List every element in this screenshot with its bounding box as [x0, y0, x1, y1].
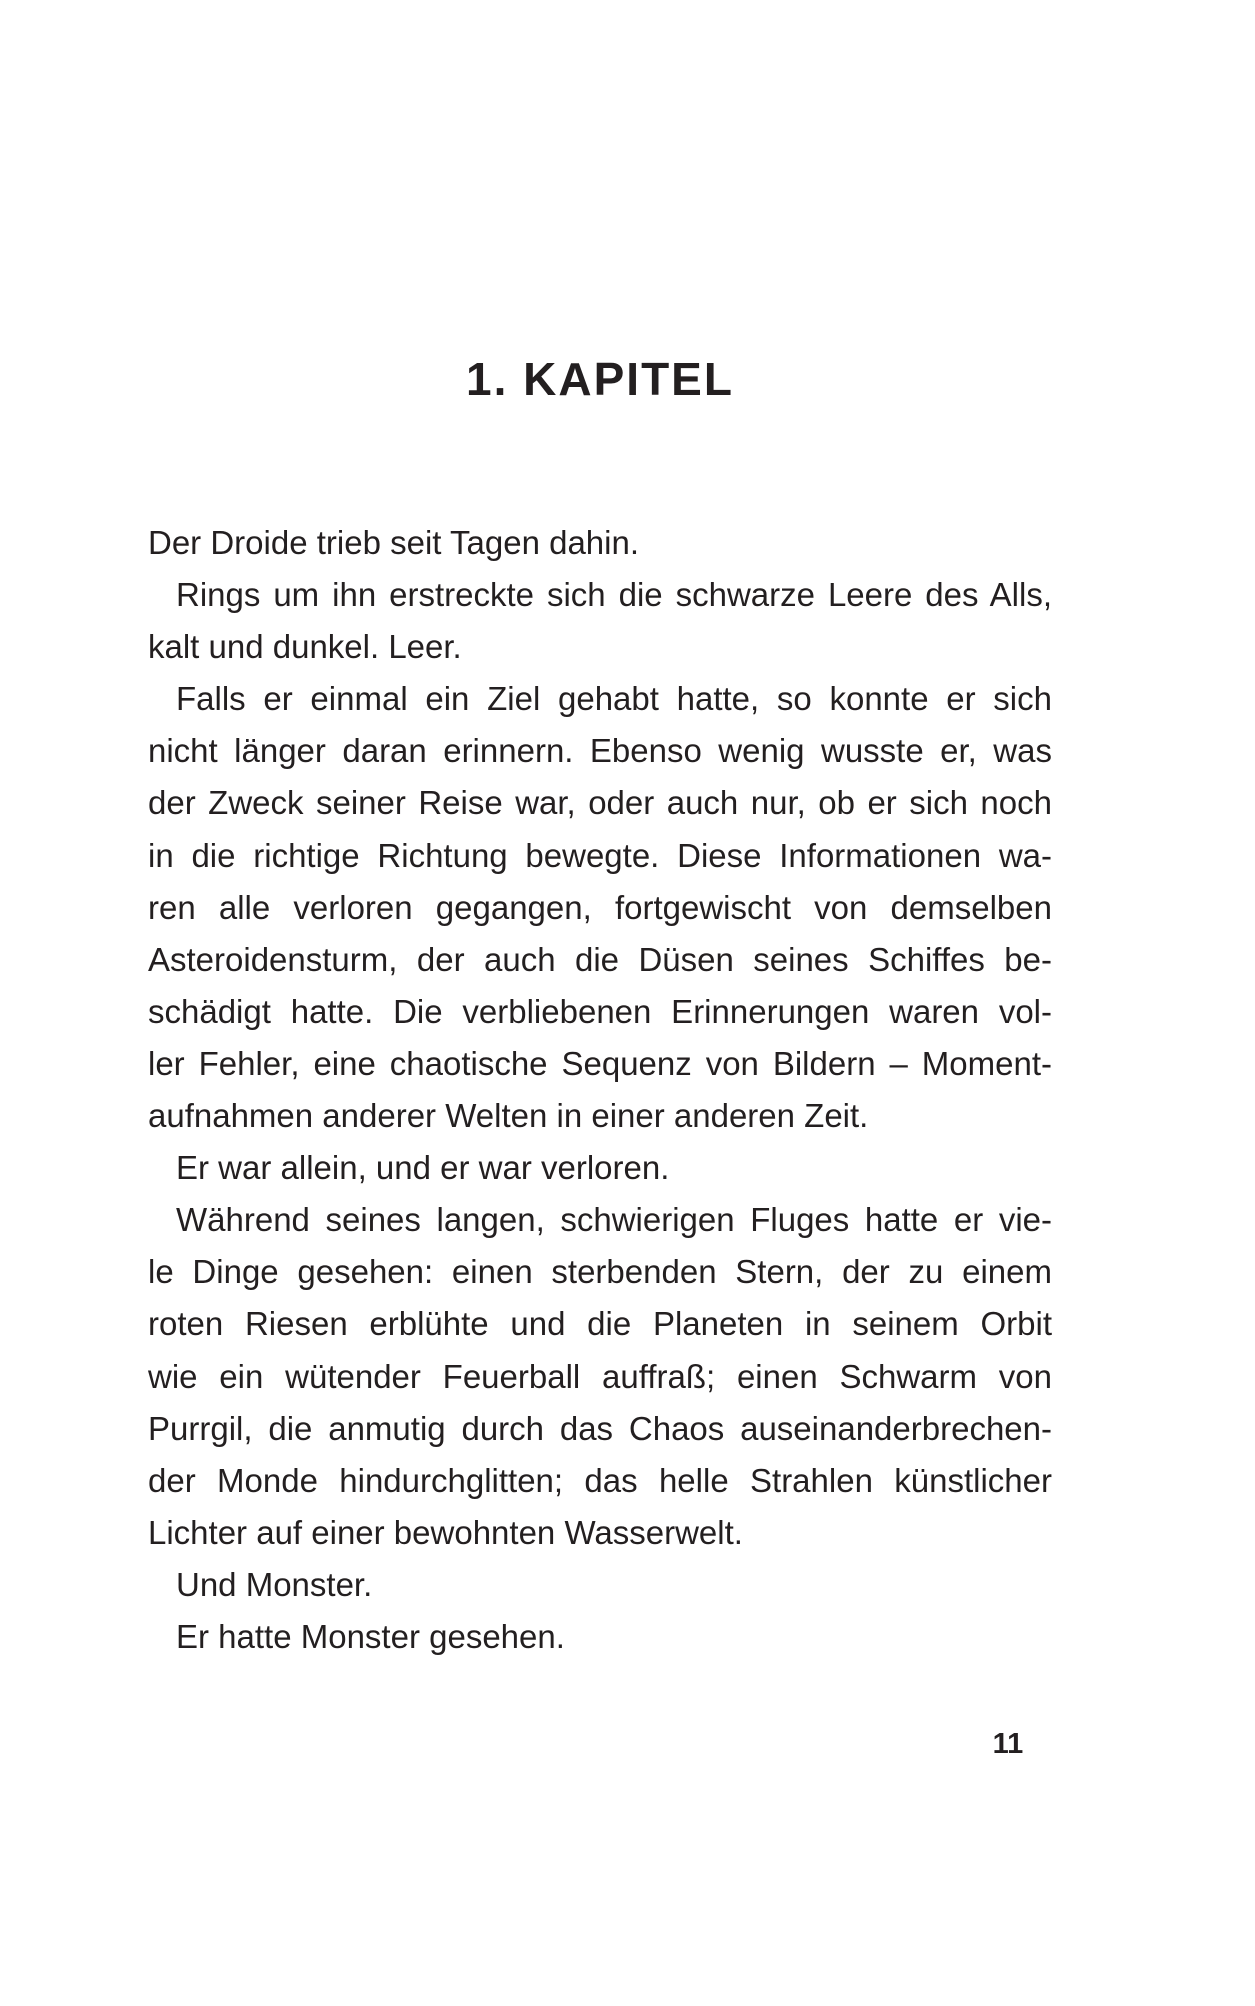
text-line: wie ein wütender Feuerball auffraß; einen Schwarm von	[148, 1357, 1052, 1395]
text-line: der Zweck seiner Reise war, oder auch nur, ob er sich noch	[148, 784, 1052, 822]
paragraph	[148, 569, 1052, 673]
text-line: le Dinge gesehen: einen sterbenden Stern, der zu einem	[148, 1253, 1052, 1291]
text-line: schädigt hatte. Die verbliebenen Erinnerungen waren vol-	[148, 992, 1052, 1030]
text-line: Während seines langen, schwierigen Fluges hatte er vie-	[176, 1201, 1052, 1239]
page-number: 11	[992, 1728, 1024, 1760]
text-line: aufnahmen anderer Welten in einer anderen Zeit.	[148, 1097, 869, 1135]
text-line: Er war allein, und er war verloren.	[176, 1149, 670, 1187]
text-line: Asteroidensturm, der auch die Düsen seines Schiffes be-	[148, 940, 1052, 978]
paragraph	[148, 517, 1052, 569]
text-line: roten Riesen erblühte und die Planeten in seinem Orbit	[148, 1305, 1052, 1343]
text-line: Lichter auf einer bewohnten Wasserwelt.	[148, 1513, 743, 1551]
chapter-title: 1. KAPITEL	[466, 353, 734, 405]
text-line: Er hatte Monster gesehen.	[176, 1617, 565, 1655]
text-line: Falls er einmal ein Ziel gehabt hatte, so konnte er sich	[176, 680, 1052, 718]
text-line: ler Fehler, eine chaotische Sequenz von Bildern – Moment-	[148, 1044, 1052, 1082]
paragraph	[148, 1611, 1052, 1663]
text-line: nicht länger daran erinnern. Ebenso wenig wusste er, was	[148, 732, 1052, 770]
text-line: Und Monster.	[176, 1565, 373, 1603]
text-line: ren alle verloren gegangen, fortgewischt von demselben	[148, 888, 1052, 926]
text-line: Purrgil, die anmutig durch das Chaos auseinanderbrechen-	[148, 1409, 1052, 1447]
text-line: Der Droide trieb seit Tagen dahin.	[148, 524, 640, 561]
paragraph	[148, 673, 1052, 1142]
text-line: der Monde hindurchglitten; das helle Strahlen künstlicher	[148, 1461, 1052, 1499]
paragraph	[148, 1142, 1052, 1194]
text-line: Rings um ihn erstreckte sich die schwarze Leere des Alls,	[176, 576, 1052, 614]
text-line: in die richtige Richtung bewegte. Diese Informationen wa-	[148, 836, 1052, 874]
text-line: kalt und dunkel. Leer.	[148, 628, 462, 666]
chapter-body-text	[148, 517, 1052, 1663]
paragraph	[148, 1559, 1052, 1611]
paragraph	[148, 1194, 1052, 1559]
